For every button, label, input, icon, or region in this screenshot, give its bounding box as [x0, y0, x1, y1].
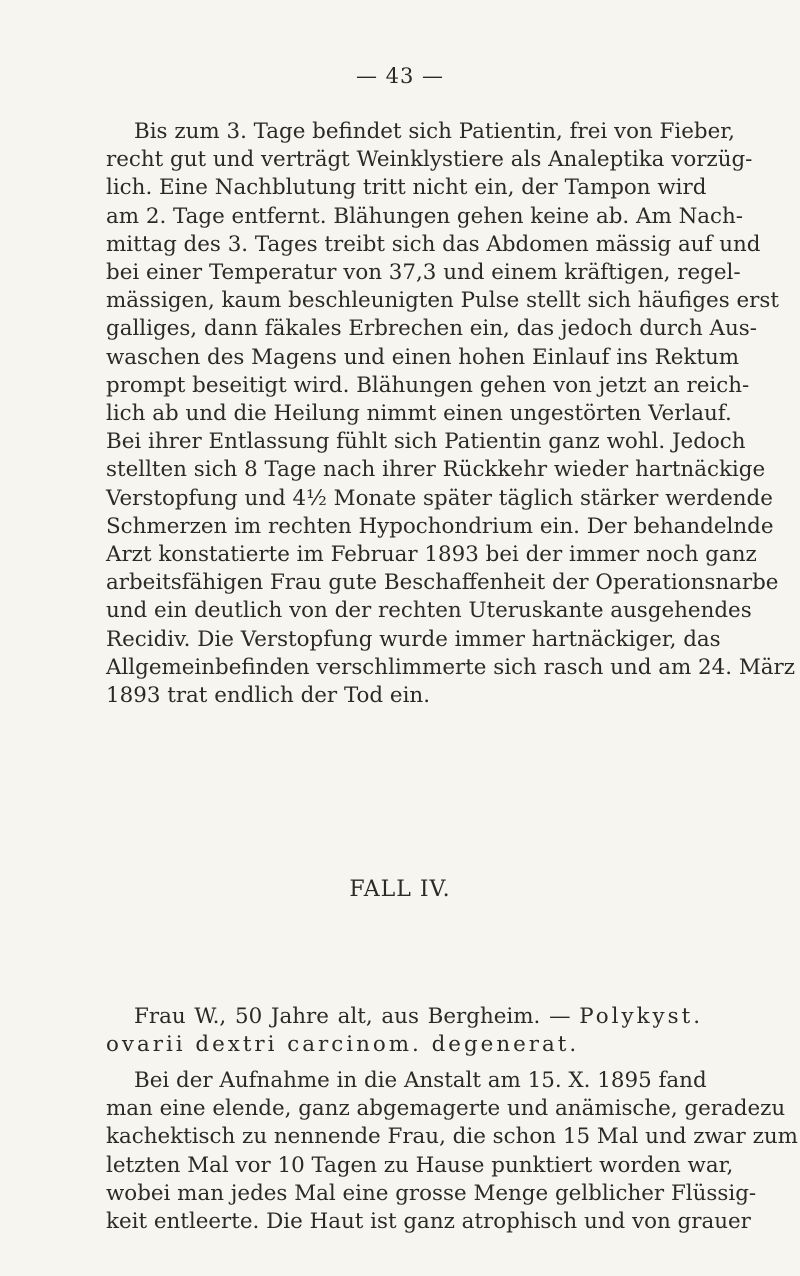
page-number: — 43 — — [355, 64, 445, 88]
text-line: und ein deutlich von der rechten Uteruskante ausgehendes — [106, 598, 752, 624]
text-line: Schmerzen im rechten Hypochondrium ein. Der behandelnde — [106, 513, 774, 539]
text-line: arbeitsfähigen Frau gute Beschaffenheit der Operationsnarbe — [106, 570, 779, 596]
text-line: keit entleerte. Die Haut ist ganz atrophisch und von grauer — [106, 1209, 751, 1235]
text-line: Allgemeinbefinden verschlimmerte sich rasch und am 24. März — [106, 654, 795, 680]
text-line: 1893 trat endlich der Tod ein. — [106, 683, 431, 709]
text-line: Recidiv. Die Verstopfung wurde immer hartnäckiger, das — [106, 626, 721, 652]
paragraph-continuation — [106, 118, 795, 710]
case-intro-diagnosis: Polykyst. — [579, 1004, 703, 1029]
text-line: Bei der Aufnahme in die Anstalt am 15. X. 1895 fand — [134, 1068, 707, 1093]
text-line: recht gut und verträgt Weinklystiere als Analeptika vorzüg- — [106, 147, 753, 173]
text-line: Bis zum 3. Tage befindet sich Patientin, frei von Fieber, — [134, 119, 735, 144]
case-intro-prefix: Frau W., 50 Jahre alt, aus Bergheim. — — [134, 1004, 580, 1029]
section-heading: FALL IV. — [349, 877, 451, 902]
text-line: wobei man jedes Mal eine grosse Menge gelblicher Flüssig- — [106, 1180, 757, 1206]
case-intro-diagnosis-line: ovarii dextri carcinom. degenerat. — [106, 1032, 580, 1058]
text-line: bei einer Temperatur von 37,3 und einem kräftigen, regel- — [106, 260, 741, 286]
text-line: kachektisch zu nennende Frau, die schon 15 Mal und zwar zum — [106, 1124, 798, 1150]
text-line: mittag des 3. Tages treibt sich das Abdomen mässig auf und — [106, 231, 761, 257]
text-line: mässigen, kaum beschleunigten Pulse stellt sich häufiges erst — [106, 288, 779, 314]
text-line: lich. Eine Nachblutung tritt nicht ein, der Tampon wird — [106, 175, 707, 201]
text-line: lich ab und die Heilung nimmt einen ungestörten Verlauf. — [106, 401, 732, 427]
paragraph-case-findings — [106, 1067, 798, 1236]
case-intro — [106, 1003, 703, 1059]
text-line: am 2. Tage entfernt. Blähungen gehen keine ab. Am Nach- — [106, 203, 744, 229]
text-line: Verstopfung und 4½ Monate später täglich stärker werdende — [106, 485, 773, 511]
text-line: galliges, dann fäkales Erbrechen ein, das jedoch durch Aus- — [106, 316, 757, 342]
text-line: letzten Mal vor 10 Tagen zu Hause punktiert worden war, — [106, 1152, 734, 1178]
case-intro-line — [106, 1003, 703, 1031]
text-line: waschen des Magens und einen hohen Einlauf ins Rektum — [106, 344, 740, 370]
text-line: Bei ihrer Entlassung fühlt sich Patientin ganz wohl. Jedoch — [106, 429, 746, 455]
text-line: prompt beseitigt wird. Blähungen gehen von jetzt an reich- — [106, 372, 750, 398]
text-line: man eine elende, ganz abgemagerte und anämische, geradezu — [106, 1096, 786, 1122]
text-line: stellten sich 8 Tage nach ihrer Rückkehr wieder hartnäckige — [106, 457, 766, 483]
text-line: Arzt konstatierte im Februar 1893 bei der immer noch ganz — [106, 542, 757, 568]
